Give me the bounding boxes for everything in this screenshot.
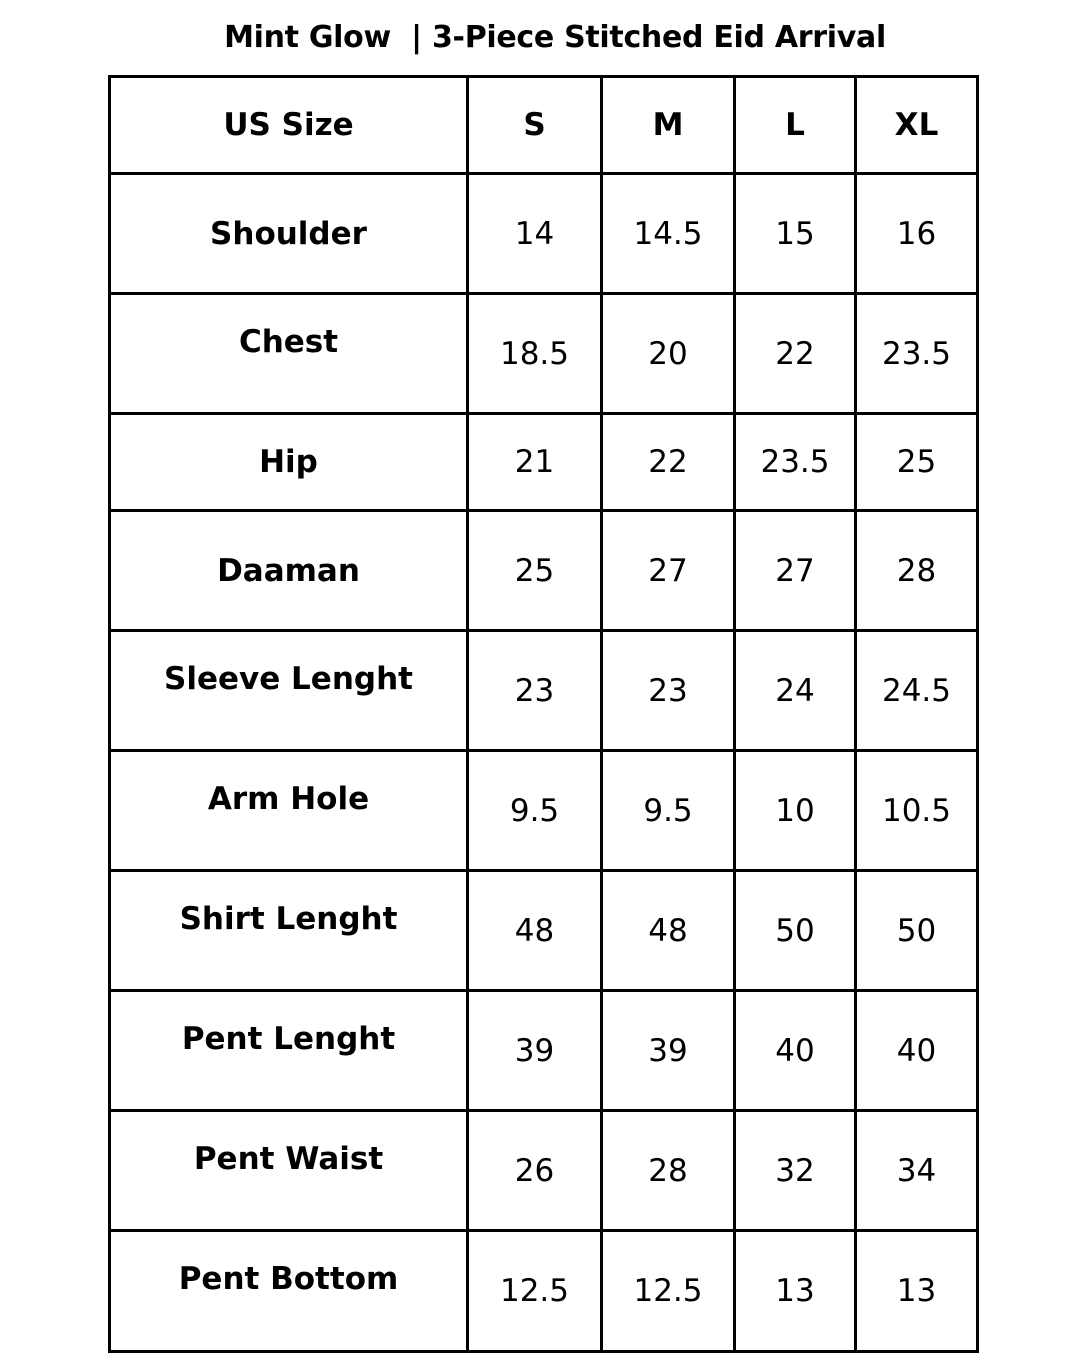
row-label: Daaman [217, 552, 360, 589]
value-cell-l: 15 [735, 174, 856, 294]
value-cell-s: 48 [468, 871, 602, 991]
value-cell-l: 27 [735, 511, 856, 631]
header-size-s: S [468, 77, 602, 174]
row-label: Pent Bottom [178, 1261, 399, 1297]
value-cell-s: 21 [468, 414, 602, 511]
value-cell-s: 25 [468, 511, 602, 631]
value-cell-m: 14.5 [602, 174, 735, 294]
value-cell-m: 27 [602, 511, 735, 631]
value-cell-m: 20 [602, 294, 735, 414]
value-cell-xl: 28 [856, 511, 978, 631]
value-cell-xl: 40 [856, 991, 978, 1111]
value-cell-s: 23 [468, 631, 602, 751]
value-cell-s: 12.5 [468, 1231, 602, 1352]
row-label-cell [110, 414, 468, 511]
value-cell-m: 39 [602, 991, 735, 1111]
value-cell-m: 9.5 [602, 751, 735, 871]
header-size-l: L [735, 77, 856, 174]
row-label-cell [110, 511, 468, 631]
table-row-shirt-length [110, 871, 978, 991]
table-row-sleeve-length [110, 631, 978, 751]
value-cell-m: 22 [602, 414, 735, 511]
value-cell-xl: 50 [856, 871, 978, 991]
row-label-cell [110, 1231, 468, 1352]
row-label: Shirt Lenght [179, 900, 398, 937]
page-title: Mint Glow | 3-Piece Stitched Eid Arrival [224, 20, 886, 55]
value-cell-l: 22 [735, 294, 856, 414]
row-label: Sleeve Lenght [164, 660, 413, 697]
value-cell-m: 23 [602, 631, 735, 751]
row-label: Hip [259, 444, 318, 480]
header-size-m: M [602, 77, 735, 174]
row-label-cell [110, 174, 468, 294]
table-row-pent-bottom [110, 1231, 978, 1352]
value-cell-l: 10 [735, 751, 856, 871]
value-cell-xl: 24.5 [856, 631, 978, 751]
header-us-size: US Size [110, 77, 468, 174]
table-header-row [110, 77, 978, 174]
value-cell-s: 39 [468, 991, 602, 1111]
row-label-cell [110, 294, 468, 414]
value-cell-xl: 25 [856, 414, 978, 511]
size-chart-table [108, 75, 979, 1353]
value-cell-l: 23.5 [735, 414, 856, 511]
row-label-cell [110, 1111, 468, 1231]
row-label-cell [110, 871, 468, 991]
row-label: Shoulder [210, 215, 367, 252]
table-row-pent-length [110, 991, 978, 1111]
value-cell-s: 9.5 [468, 751, 602, 871]
value-cell-m: 12.5 [602, 1231, 735, 1352]
value-cell-s: 14 [468, 174, 602, 294]
value-cell-xl: 13 [856, 1231, 978, 1352]
value-cell-xl: 34 [856, 1111, 978, 1231]
value-cell-l: 40 [735, 991, 856, 1111]
value-cell-s: 18.5 [468, 294, 602, 414]
table-row-shoulder [110, 174, 978, 294]
value-cell-l: 32 [735, 1111, 856, 1231]
value-cell-xl: 16 [856, 174, 978, 294]
table-row-arm-hole [110, 751, 978, 871]
row-label: Arm Hole [207, 780, 370, 817]
value-cell-s: 26 [468, 1111, 602, 1231]
value-cell-l: 13 [735, 1231, 856, 1352]
value-cell-m: 28 [602, 1111, 735, 1231]
table-row-chest [110, 294, 978, 414]
value-cell-l: 50 [735, 871, 856, 991]
header-size-xl: XL [856, 77, 978, 174]
row-label: Chest [238, 323, 339, 360]
row-label-cell [110, 631, 468, 751]
row-label: Pent Lenght [181, 1020, 396, 1057]
table-row-pent-waist [110, 1111, 978, 1231]
row-label-cell [110, 751, 468, 871]
value-cell-xl: 10.5 [856, 751, 978, 871]
value-cell-xl: 23.5 [856, 294, 978, 414]
row-label: Pent Waist [193, 1140, 384, 1177]
value-cell-m: 48 [602, 871, 735, 991]
value-cell-l: 24 [735, 631, 856, 751]
table-row-hip [110, 414, 978, 511]
row-label-cell [110, 991, 468, 1111]
table-row-daaman [110, 511, 978, 631]
